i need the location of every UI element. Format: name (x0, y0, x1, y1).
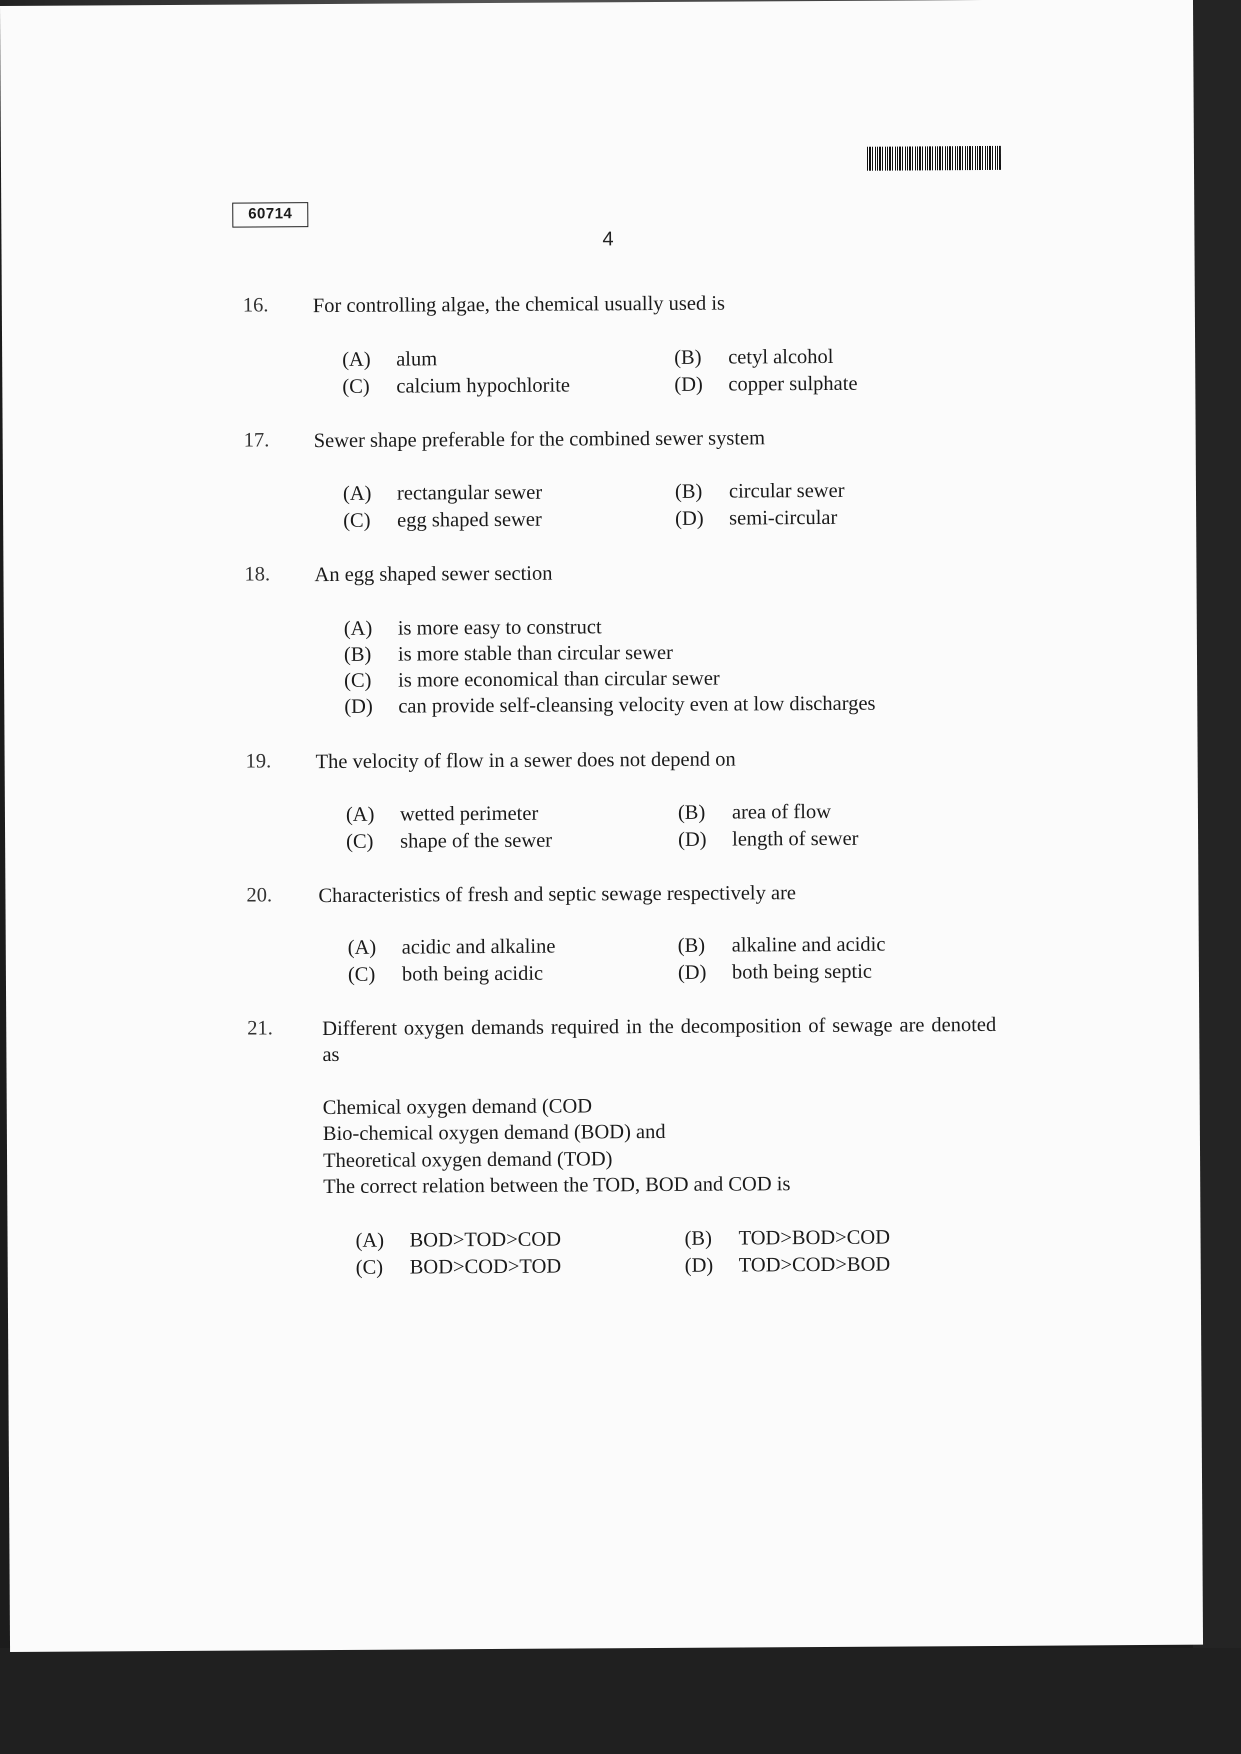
option-text: egg shaped sewer (397, 508, 542, 532)
option-text: both being acidic (401, 962, 544, 986)
option-letter: (C) (343, 509, 371, 532)
option-letter: (A) (343, 617, 373, 640)
option-text: copper sulphate (728, 372, 858, 396)
option-a (342, 346, 437, 373)
question-text-line: Bio-chemical oxygen demand (BOD) and (322, 1120, 666, 1146)
question-text-line: Theoretical oxygen demand (TOD) (322, 1148, 613, 1173)
question-text: An egg shaped sewer section (314, 562, 553, 587)
option-text: wetted perimeter (399, 802, 539, 826)
option-text: alkaline and acidic (731, 933, 886, 957)
option-a (348, 934, 556, 961)
option-letter: (A) (347, 936, 377, 959)
question-text: Sewer shape preferable for the combined sewer system (313, 427, 766, 453)
option-letter: (C) (347, 963, 376, 986)
option-text: TOD>COD>BOD (738, 1253, 891, 1277)
option-b (678, 932, 886, 959)
option-letter: (B) (674, 480, 703, 503)
option-letter: (C) (355, 1256, 384, 1279)
option-text: cetyl alcohol (728, 345, 834, 369)
option-letter: (A) (342, 482, 372, 505)
option-text: shape of the sewer (400, 829, 553, 853)
option-b (678, 799, 831, 826)
question-text-line: The correct relation between the TOD, BOD and COD is (323, 1173, 791, 1199)
option-d (674, 371, 857, 398)
option-text: is more stable than circular sewer (397, 641, 673, 666)
scan-bottom-shadow (0, 1648, 1241, 1754)
question-number: 19. (245, 750, 272, 773)
option-text: BOD>TOD>COD (409, 1228, 562, 1252)
option-text: semi-circular (729, 506, 838, 530)
option-a (346, 801, 538, 828)
option-b (675, 478, 845, 505)
option-d (344, 691, 875, 720)
option-text: is more economical than circular sewer (398, 667, 720, 692)
option-text: rectangular sewer (396, 481, 543, 505)
option-c (344, 666, 720, 694)
option-text: alum (396, 348, 438, 371)
option-letter: (D) (677, 961, 707, 984)
option-a (343, 480, 542, 507)
option-c (342, 373, 570, 400)
option-c (346, 828, 552, 855)
barcode (867, 146, 1001, 171)
option-a (344, 614, 602, 642)
option-letter: (D) (684, 1254, 714, 1277)
question-text: For controlling algae, the chemical usually used is (312, 292, 726, 318)
option-letter: (C) (346, 830, 374, 853)
option-text: calcium hypochlorite (396, 374, 571, 398)
option-letter: (B) (684, 1227, 712, 1250)
option-letter: (C) (344, 669, 372, 692)
question-number: 16. (242, 294, 269, 317)
question-number: 17. (243, 429, 270, 452)
option-letter: (A) (342, 348, 371, 371)
question-number: 20. (246, 884, 273, 907)
option-letter: (B) (343, 643, 372, 666)
option-c (343, 507, 542, 534)
option-letter: (D) (678, 828, 707, 851)
option-text: BOD>COD>TOD (409, 1255, 562, 1279)
option-b (684, 1225, 890, 1252)
option-c (356, 1254, 562, 1281)
option-text: circular sewer (728, 479, 845, 503)
option-letter: (A) (345, 803, 375, 826)
paper-code: 60714 (232, 202, 308, 227)
option-letter: (D) (344, 695, 373, 718)
option-text: TOD>BOD>COD (738, 1226, 891, 1250)
option-d (678, 959, 872, 986)
question-number: 21. (247, 1017, 273, 1040)
option-letter: (A) (355, 1229, 385, 1252)
option-text: acidic and alkaline (401, 935, 556, 959)
option-text: both being septic (731, 960, 873, 984)
question-text-line: Chemical oxygen demand (COD (322, 1095, 593, 1120)
option-d (675, 505, 837, 532)
option-text: area of flow (731, 800, 832, 824)
question-text: Characteristics of fresh and septic sewage respectively are (318, 882, 797, 908)
question-text: The velocity of flow in a sewer does not depend on (315, 748, 736, 774)
option-letter: (D) (674, 373, 703, 396)
option-letter: (B) (674, 346, 702, 369)
option-text: length of sewer (732, 827, 859, 851)
option-letter: (B) (677, 934, 706, 957)
option-letter: (B) (677, 801, 706, 824)
option-text: can provide self-cleansing velocity even at low discharges (398, 692, 876, 718)
question-text-line: Different oxygen demands required in the decomposition of sewage are denoted as (322, 1013, 997, 1067)
option-b (344, 640, 673, 668)
option-letter: (C) (342, 375, 370, 398)
option-c (348, 961, 543, 988)
option-b (674, 344, 833, 371)
option-text: is more easy to construct (397, 616, 602, 640)
question-number: 18. (244, 563, 271, 586)
option-a (355, 1227, 561, 1254)
option-d (678, 826, 859, 853)
option-d (685, 1252, 891, 1279)
page-number: 4 (602, 228, 614, 251)
option-letter: (D) (675, 507, 704, 530)
